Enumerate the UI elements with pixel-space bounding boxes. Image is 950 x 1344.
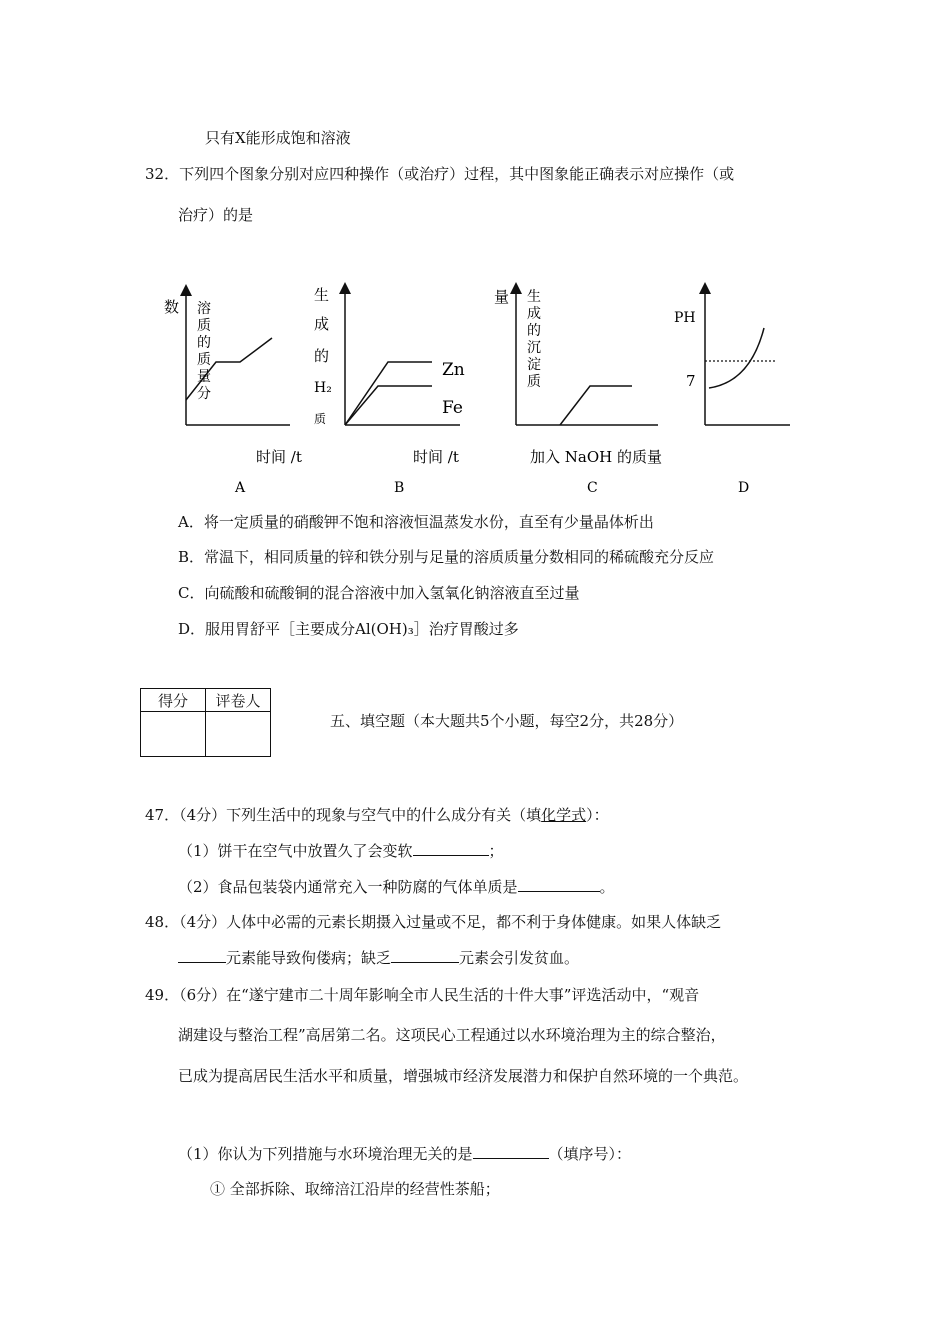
graph-d (674, 288, 790, 496)
q32-option-d: D．服用胃舒平［主要成分Al(OH)₃］治疗胃酸过多 (178, 620, 519, 638)
q47-sub1-prefix: （1）饼干在空气中放置久了会变软 (178, 842, 413, 860)
q47-stem-underlined: 化学式 (541, 806, 587, 824)
q49-stem-line2: 湖建设与整治工程”高居第二名。这项民心工程通过以水环境治理为主的综合整治， (178, 1026, 726, 1044)
graph-c-y-char: 淀 (527, 357, 541, 373)
graph-c-y-char: 生 (527, 289, 541, 305)
graph-d-curve (709, 328, 764, 388)
q48-stem-line2 (178, 948, 579, 968)
q32-stem-line2: 治疗）的是 (178, 206, 254, 224)
graph-b-x-label: 时间 /t (413, 448, 459, 466)
graph-b-letter: B (394, 480, 405, 496)
graph-b (314, 286, 465, 496)
q48-stem-line1: 48．（4分）人体中必需的元素长期摄入过量或不足，都不利于身体健康。如果人体缺乏 (145, 913, 722, 931)
q49-stem-line3: 已成为提高居民生活水平和质量，增强城市经济发展潜力和保护自然环境的一个典范。 (178, 1067, 749, 1085)
graph-b-y-char: 的 (314, 347, 330, 365)
graph-a-y-char: 溶 (197, 301, 211, 317)
graph-a (164, 290, 302, 496)
graph-d-ref-value: 7 (686, 372, 696, 390)
graph-c-y-char: 的 (527, 323, 541, 339)
q49-sub1-prefix: （1）你认为下列措施与水环境治理无关的是 (178, 1145, 473, 1163)
graph-c-y-char: 质 (527, 374, 541, 390)
q47-sub1 (178, 841, 504, 861)
graph-a-letter: A (235, 480, 246, 496)
graph-c-x-label: 加入 NaOH 的质量 (530, 448, 662, 466)
graph-a-y-side: 数 (164, 298, 180, 316)
q47-sub2 (178, 877, 615, 897)
graph-a-y-char: 质 (197, 352, 211, 368)
graph-a-y-char: 量 (197, 369, 211, 385)
graph-a-y-char: 的 (197, 335, 211, 351)
q47-sub2-prefix: （2）食品包装袋内通常充入一种防腐的气体单质是 (178, 878, 518, 896)
q47-stem-prefix: 47．（4分）下列生活中的现象与空气中的什么成分有关（填 (145, 806, 542, 824)
grader-cell[interactable] (206, 712, 271, 757)
q47-sub1-blank[interactable] (413, 841, 489, 856)
q49-sub1 (178, 1144, 631, 1164)
graph-c-curve (560, 386, 632, 425)
q49-stem-line1: 49．（6分）在“遂宁建市二十周年影响全市人民生活的十件大事”评选活动中，“观音 (145, 986, 700, 1004)
graph-b-curve-zn (345, 362, 432, 425)
q47-sub1-suffix: ； (488, 842, 504, 860)
graph-c-y-side: 量 (494, 288, 510, 306)
q32-option-a: A．将一定质量的硝酸钾不饱和溶液恒温蒸发水份，直至有少量晶体析出 (178, 513, 654, 531)
q32-option-b: B．常温下，相同质量的锌和铁分别与足量的溶质质量分数相同的稀硫酸充分反应 (178, 548, 715, 566)
graph-c-letter: C (587, 480, 598, 496)
graph-c (494, 288, 662, 496)
previous-option-continuation: 只有X能形成饱和溶液 (205, 129, 351, 147)
q47-stem-suffix: ）： (586, 806, 609, 824)
graph-b-series-zn: Zn (442, 360, 465, 380)
graph-c-y-char: 成 (527, 306, 541, 322)
section-5-title: 五、填空题（本大题共5个小题，每空2分，共28分） (330, 712, 684, 730)
grader-header: 评卷人 (206, 689, 271, 712)
q32-graphs (0, 270, 950, 510)
score-cell[interactable] (141, 712, 206, 757)
graph-b-y-char: 成 (314, 315, 330, 333)
q49-sub1-suffix: （填序号）： (548, 1145, 632, 1163)
graph-d-y-label: PH (674, 310, 696, 326)
score-table (140, 688, 271, 757)
graph-b-y-char: H₂ (314, 380, 332, 396)
q48-blank-2[interactable] (391, 948, 459, 963)
q48-blank-1[interactable] (178, 948, 226, 963)
q48-line2-part2: 元素会引发贫血。 (459, 949, 580, 967)
q48-line2-part1: 元素能导致佝偻病；缺乏 (226, 949, 392, 967)
q49-sub1-blank[interactable] (473, 1144, 549, 1159)
score-header: 得分 (141, 689, 206, 712)
graph-d-letter: D (738, 480, 750, 496)
graph-b-y-char: 生 (314, 286, 330, 304)
graph-a-y-char: 分 (197, 386, 211, 402)
graph-c-y-char: 沉 (527, 340, 541, 356)
q49-item1: ① 全部拆除、取缔涪江沿岸的经营性茶船； (210, 1180, 500, 1198)
q47-sub2-blank[interactable] (518, 877, 600, 892)
q47-stem (145, 805, 609, 825)
q32-stem-line1: 32．下列四个图象分别对应四种操作（或治疗）过程，其中图象能正确表示对应操作（或 (145, 165, 735, 183)
q32-option-c: C．向硫酸和硫酸铜的混合溶液中加入氢氧化钠溶液直至过量 (178, 584, 580, 602)
graph-a-y-char: 质 (197, 318, 211, 334)
q47-sub2-suffix: 。 (599, 878, 615, 896)
graph-a-x-label: 时间 /t (256, 448, 302, 466)
graph-b-y-char: 质 (314, 412, 327, 426)
graph-b-series-fe: Fe (442, 398, 463, 418)
